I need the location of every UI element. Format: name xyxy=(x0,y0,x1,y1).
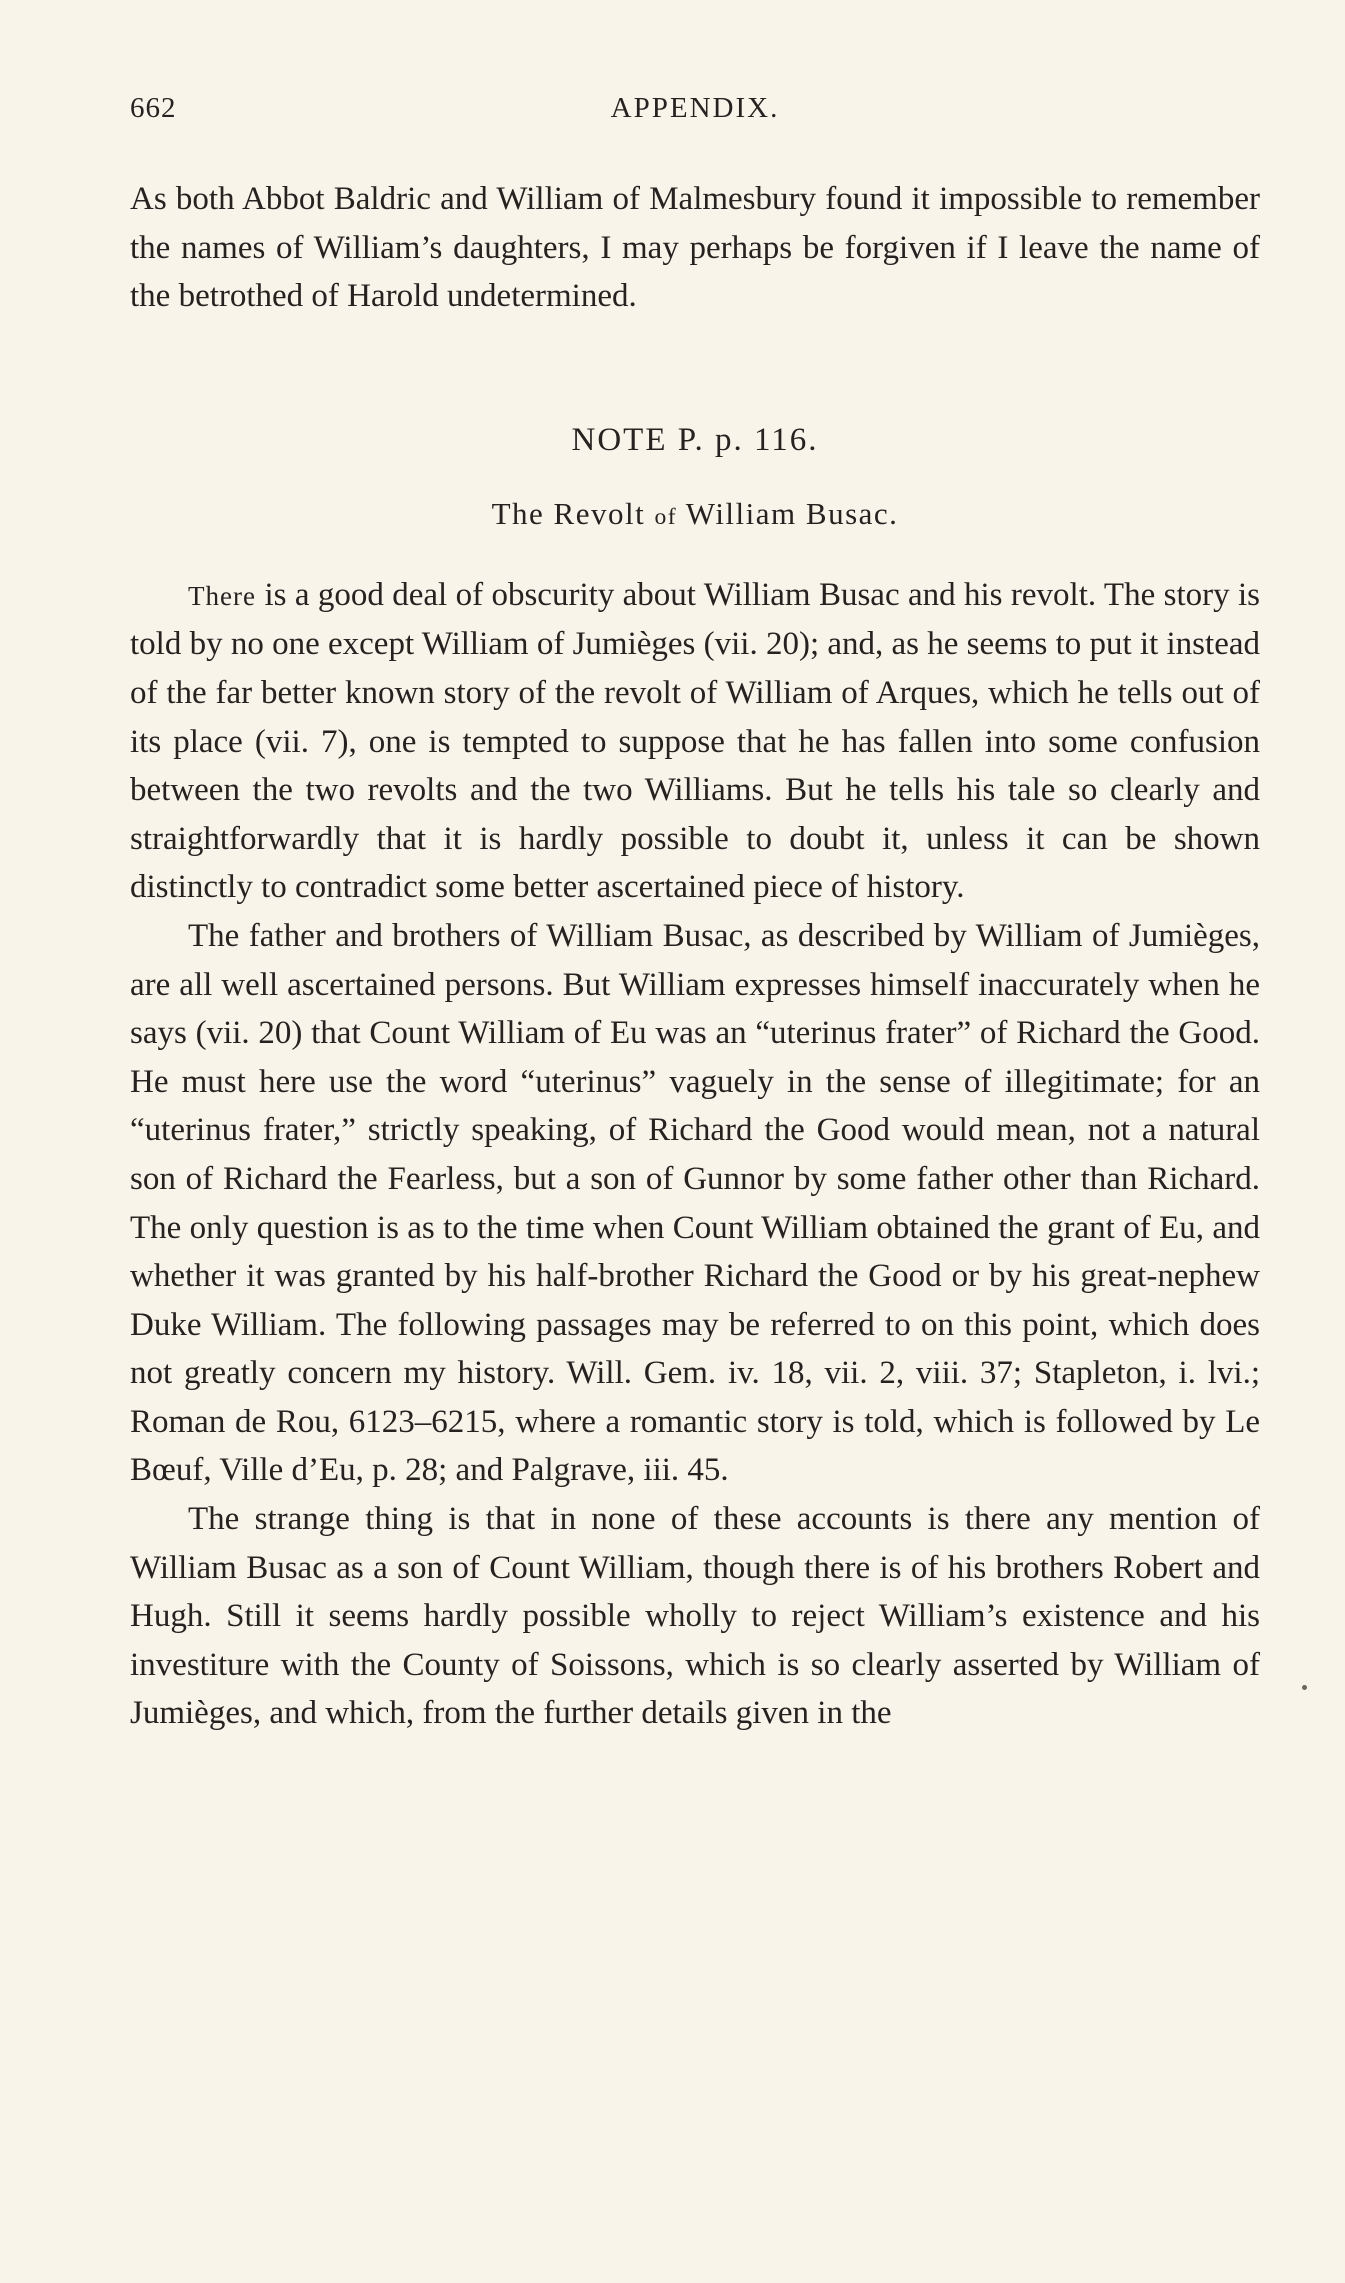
paragraph-2: The father and brothers of William Busac, as described by William of Jumièges, are all well ascertained persons. But William expresses himself inaccurately when he says (vii. 20) that Count William of Eu was an “uterinus frater” of Richard the Good. He must here use the word “uterinus” vaguely in the sense of illegitimate; for an “uterinus frater,” strictly speaking, of Richard the Good would mean, not a natural son of Richard the Fearless, but a son of Gunnor by some father other than Richard. The only question is as to the time when Count William obtained the grant of Eu, and whether it was granted by his half-brother Richard the Good or by his great-nephew Duke William. The following passages may be referred to on this point, which does not greatly concern my history. Will. Gem. iv. 18, vii. 2, viii. 37; Stapleton, i. lvi.; Roman de Rou, 6123–6215, where a romantic story is told, which is followed by Le Bœuf, Ville d’Eu, p. 28; and Palgrave, iii. 45. xyxy=(130,917,1260,1489)
page-body xyxy=(130,175,1260,1738)
paragraph-1 xyxy=(130,571,1260,912)
page-number: 662 xyxy=(130,92,177,124)
title-word: William xyxy=(685,495,797,531)
running-title: APPENDIX. xyxy=(610,92,780,124)
title-word: Busac. xyxy=(805,495,899,531)
paragraph-text: is a good deal of obscurity about William Busac and his revolt. The story is told by no one except William of Jumièges (vii. 20); and, as he seems to put it instead of the far better known story of the revolt of William of Arques, which he tells out of its place (vii. 7), one is tempted to suppose that he has fallen into some confusion between the two revolts and the two Williams. But he tells his tale so clearly and straightforwardly that it is hardly possible to doubt it, unless it can be shown distinctly to contradict some better ascertained piece of history. xyxy=(130,576,1260,906)
continuation-paragraph: As both Abbot Baldric and William of Malmesbury found it impossible to remember the names of William’s daughters, I may perhaps be forgiven if I leave the name of the betrothed of Harold undetermined. xyxy=(130,181,1260,315)
title-word: The xyxy=(491,495,545,531)
paragraph-lead-word: There xyxy=(188,580,257,611)
paragraph-3: The strange thing is that in none of these accounts is there any mention of William Busac as a son of Count William, though there is of his brothers Robert and Hugh. Still it seems hardly possible wholly to reject William’s existence and his investiture with the County of Soissons, which is so clearly asserted by William of Jumièges, and which, from the further details given in the xyxy=(130,1501,1260,1732)
title-word: Revolt xyxy=(553,495,646,531)
title-word: of xyxy=(654,503,678,530)
note-heading: NOTE P. p. 116. xyxy=(571,421,819,458)
margin-speck xyxy=(1302,1685,1307,1690)
section-title xyxy=(130,490,1260,541)
running-head xyxy=(130,92,1260,142)
